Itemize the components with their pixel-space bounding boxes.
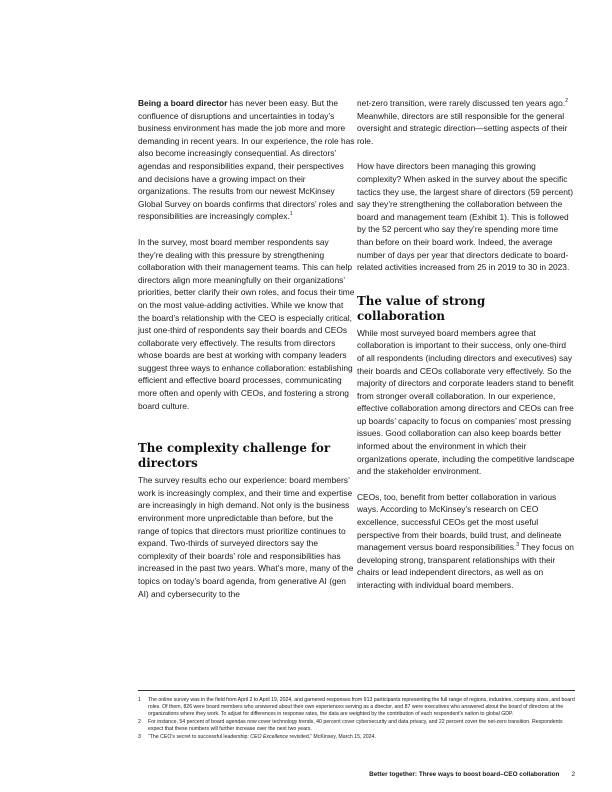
footnote-text-a: “The CEO’s secret to successful leadership: [148, 733, 251, 740]
footnote-link-ceo-excellence[interactable]: CEO Excellence [250, 733, 289, 740]
survey-paragraph: In the survey, most board member respondents say they’re dealing with this pressure by strengthening collaboration with their management teams. This can help directors align more meaningfully on their organizations’ priorities, better clarify their own roles, and focus their time on the most value-adding activities. While we know that the board’s relationship with the CEO is especially critical, just one-third of respondents say their boards and CEOs collaborate very effectively. The results from directors whose boards are best at working with company leaders suggest three ways to enhance collaboration: establishing efficient and effective board processes, communicating more often and openly with CEOs, and fostering a strong board culture. [138, 236, 355, 411]
footnote-ref-2[interactable]: 2 [565, 98, 568, 105]
netzero-text-a: net-zero transition, were rarely discussed ten years ago. [357, 98, 566, 108]
footnote-3 [138, 734, 575, 741]
left-column [138, 97, 356, 600]
intro-text: has never been easy. But the confluence of disruptions and uncertainties in today’s business environment has made the job more and more demanding in recent years. In our experience, the role has also become increasingly consequential. As directors’ agendas and responsibilities expand, their perspectives and decisions have a growing impact on their organizations. The results from our newest McKinsey Global Survey on boards confirms that directors’ roles and responsibilities are increasingly complex. [138, 98, 355, 222]
intro-paragraph [138, 97, 356, 223]
footnote-ref-1[interactable]: 1 [289, 211, 293, 218]
netzero-text-b: Meanwhile, directors are still responsible for the general oversight and strategic direction—setting aspects of their role. [357, 110, 568, 146]
footnote-ref-3[interactable]: 3 [516, 542, 520, 549]
footnote-number: 2 [138, 718, 141, 725]
footnote-text [148, 734, 575, 741]
tactics-paragraph: How have directors been managing this growing complexity? When asked in the survey about the specific tactics they use, the largest share of directors (59 percent) say they’re strengthening the collaboration between the board and management team (Exhibit 1). This is followed by the 52 percent who say they’re spending more time than before on their board work. Indeed, the average number of days per year that directors dedicate to board-related activities increased from 25 in 2019 to 30 in 2023. [357, 161, 573, 273]
intro-lead: Being a board director [138, 98, 228, 108]
footnote-2 [138, 719, 575, 733]
footnote-text: For instance, 54 percent of board agendas now cover technology trends, 40 percent cover cybersecurity and data privacy, and 22 percent cover the net-zero transition. Respondents expect that these numbers will further increase over the next two years. [148, 718, 563, 732]
footnote-number: 1 [138, 697, 141, 703]
footnotes [138, 690, 575, 742]
page-footer [369, 771, 575, 779]
right-column [357, 97, 575, 592]
section-heading-collaboration: The value of strong collaboration [357, 293, 486, 323]
netzero-paragraph [357, 97, 575, 147]
ceo-text-a: CEOs, too, benefit from better collaboration in various ways. According to McKinsey’s research on CEO excellence, successful CEOs get the most useful perspective from their boards, build trust, and delineate management versus board responsibilities. [357, 491, 562, 553]
footnote-1 [138, 697, 575, 717]
footnote-text: The online survey was in the field from April 2 to April 19, 2024, and garnered responses from 913 participants representing the full range of regions, industries, company sizes, and board roles. Of them, 826 were board members who answered about their own experiences serving as a director, and 87 were executives who answered about the board of directors at the organizations where they work. To adjust for differences in response rates, the data are weighted by the contribution of each respondent’s nation to global GDP. [148, 697, 575, 717]
ceo-text-b: They focus on developing strong, transparent relationships with their chairs or lead independent directors, as well as on interacting with individual board members. [357, 542, 574, 590]
collaboration-paragraph: While most surveyed board members agree that collaboration is important to their success, only one-third of all respondents (including directors and executives) say their boards and CEOs collaborate very effectively. So the majority of directors and corporate leaders stand to benefit from stronger overall collaboration. In our experience, effective collaboration among directors and CEOs can free up boards’ capacity to focus on companies’ most pressing issues. Good collaboration can also keep boards better informed about the environment in which their organizations operate, including the competitive landscape and the stakeholder environment. [357, 327, 575, 477]
footnote-number: 3 [138, 733, 141, 740]
footer-title: Better together: Three ways to boost board–CEO collaboration [369, 771, 560, 778]
footnote-text-b: revisited,” McKinsey, March 15, 2024. [288, 733, 376, 740]
page-number: 2 [571, 771, 575, 778]
ceo-paragraph [357, 491, 575, 592]
section-heading-complexity: The complexity challenge for directors [138, 441, 331, 471]
complexity-paragraph: The survey results echo our experience: board members’ work is increasingly complex, and their time and expertise are increasingly in high demand. Not only is the business environment more unpredictable than before, but the range of topics that directors must prioritize continues to expand. Two-thirds of surveyed directors say the complexity of their boards’ role and responsibilities has increased in the past two years. What’s more, many of the topics on today’s board agenda, from generative AI (gen AI) and cybersecurity to the [138, 475, 354, 599]
